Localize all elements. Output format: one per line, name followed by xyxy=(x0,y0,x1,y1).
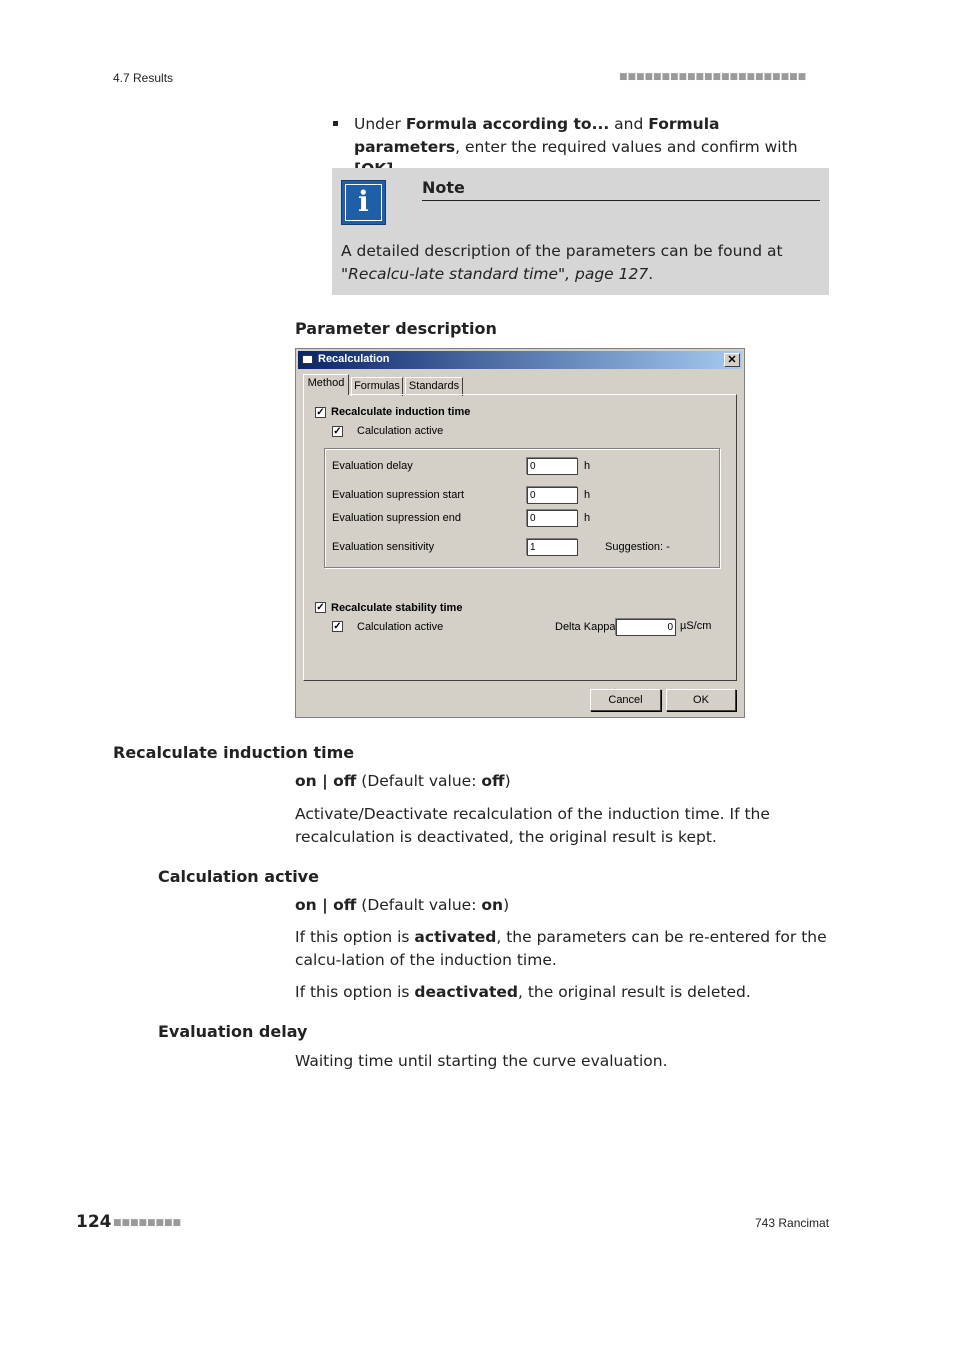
evaluation-sensitivity-label: Evaluation sensitivity xyxy=(332,541,435,553)
supression-end-unit: h xyxy=(584,512,591,524)
section-heading-evaluation-delay: Evaluation delay xyxy=(158,1022,308,1041)
evaluation-delay-input[interactable]: 0 xyxy=(527,458,578,475)
delta-kappa-label: Delta Kappa xyxy=(555,621,616,633)
section-heading-recalc-induction: Recalculate induction time xyxy=(113,743,355,762)
recalculate-stability-checkbox[interactable]: ✓ xyxy=(316,602,325,613)
running-header-section: 4.7 Results xyxy=(113,71,174,85)
evaluation-sensitivity-input[interactable]: 1 xyxy=(527,539,578,556)
recalculate-induction-label: Recalculate induction time xyxy=(331,406,471,418)
supression-start-input[interactable]: 0 xyxy=(527,487,578,504)
dialog-titlebar xyxy=(298,351,742,369)
close-icon[interactable]: ✕ xyxy=(724,353,740,367)
tab-formulas[interactable]: Formulas xyxy=(351,377,403,396)
suggestion-text: Suggestion: - xyxy=(605,541,670,553)
note-text: A detailed description of the parameters can be found at "Recalcu-late standard time", page 127. xyxy=(341,242,783,283)
default-value-recalc-induction: on | off (Default value: off) xyxy=(295,772,511,790)
bullet-instruction: Under Formula according to... and Formula parameters, enter the required values and confirm with xyxy=(354,115,798,156)
desc-evaluation-delay: Waiting time until starting the curve evaluation. xyxy=(295,1052,668,1070)
supression-start-unit: h xyxy=(584,489,591,501)
section-heading-calc-active: Calculation active xyxy=(158,867,319,886)
tab-method[interactable]: Method xyxy=(303,374,349,395)
desc-recalc-induction: Activate/Deactivate recalculation of the induction time. If the recalculation is deactivated, the original result is kept. xyxy=(295,805,770,846)
tab-standards[interactable]: Standards xyxy=(405,377,463,396)
recalculate-induction-checkbox[interactable]: ✓ xyxy=(316,407,325,418)
calculation-active-label-2: Calculation active xyxy=(357,621,444,633)
ok-button[interactable]: OK xyxy=(666,689,736,711)
recalculation-dialog xyxy=(295,348,745,718)
header-dots: ■■■■■■■■■■■■■■■■■■■■■■ xyxy=(619,72,807,82)
bullet-marker xyxy=(333,121,338,126)
calculation-active-checkbox-2[interactable]: ✓ xyxy=(333,621,342,632)
cancel-button[interactable]: Cancel xyxy=(590,689,661,711)
delta-kappa-input[interactable]: 0 xyxy=(616,619,676,636)
recalculate-stability-label: Recalculate stability time xyxy=(331,602,463,614)
note-divider xyxy=(422,200,820,201)
calculation-active-label-1: Calculation active xyxy=(357,425,444,437)
page-number: 124 xyxy=(76,1212,112,1232)
default-value-calc-active: on | off (Default value: on) xyxy=(295,896,510,914)
supression-end-label: Evaluation supression end xyxy=(332,512,462,524)
note-title: Note xyxy=(422,178,465,197)
footer-product: 743 Rancimat xyxy=(755,1216,830,1230)
supression-end-input[interactable]: 0 xyxy=(527,510,578,527)
supression-start-label: Evaluation supression start xyxy=(332,489,465,501)
delta-kappa-unit: µS/cm xyxy=(680,620,712,632)
desc-calc-active-activated: If this option is activated, the parameters can be re-entered for the calcu-lation of the induction time. xyxy=(295,928,827,969)
parameter-description-heading: Parameter description xyxy=(295,319,497,338)
evaluation-delay-unit: h xyxy=(584,460,591,472)
window-icon xyxy=(302,355,313,364)
info-icon: i xyxy=(341,180,386,225)
evaluation-delay-label: Evaluation delay xyxy=(332,460,413,472)
desc-calc-active-deactivated: If this option is deactivated, the original result is deleted. xyxy=(295,983,751,1001)
footer-dots: ■■■■■■■■ xyxy=(113,1218,182,1228)
dialog-title: Recalculation xyxy=(318,353,390,365)
calculation-active-checkbox-1[interactable]: ✓ xyxy=(333,426,342,437)
